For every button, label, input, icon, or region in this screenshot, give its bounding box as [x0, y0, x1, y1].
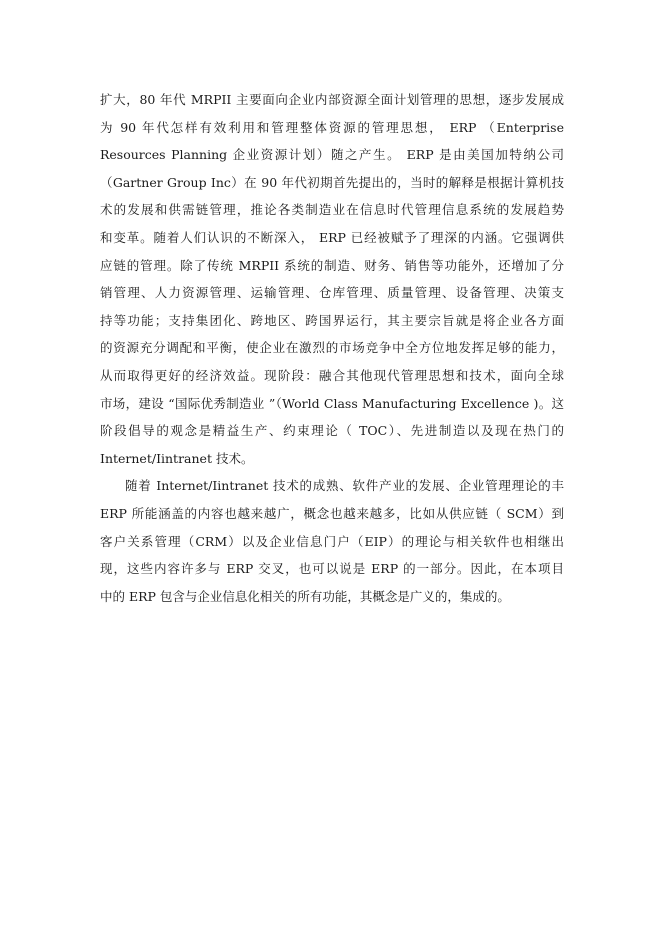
paragraph-line: 市场，建设 “国际优秀制造业 ”（World Class Manufacturing Excellence )。这: [100, 395, 564, 411]
paragraph-line: ERP 所能涵盖的内容也越来越广，概念也越来越多，比如从供应链（ SCM）到: [100, 505, 564, 521]
paragraph-line: （Gartner Group Inc）在 90 年代初期首先提出的，当时的解释是根据计算机技: [100, 174, 564, 190]
paragraph-1: [100, 86, 564, 472]
paragraph-line: 随着 Internet/Iintranet 技术的成熟、软件产业的发展、企业管理理论的丰: [125, 478, 564, 494]
paragraph-line: 现，这些内容许多与 ERP 交叉，也可以说是 ERP 的一部分。因此，在本项目: [100, 561, 564, 577]
document-body: [100, 86, 564, 610]
paragraph-line: Resources Planning 企业资源计划）随之产生。 ERP 是由美国加特纳公司: [100, 147, 564, 163]
paragraph-line: 和变革。随着人们认识的不断深入， ERP 已经被赋予了理深的内涵。它强调供: [100, 229, 564, 245]
paragraph-line: 客户关系管理（CRM）以及企业信息门户（EIP）的理论与相关软件也相继出: [100, 533, 564, 549]
paragraph-line: 持等功能；支持集团化、跨地区、跨国界运行，其主要宗旨就是将企业各方面: [100, 312, 564, 328]
paragraph-line-last: Internet/Iintranet 技术。: [100, 450, 254, 466]
paragraph-line: 应链的管理。除了传统 MRPII 系统的制造、财务、销售等功能外，还增加了分: [100, 257, 564, 273]
paragraph-line: 的资源充分调配和平衡，使企业在激烈的市场竞争中全方位地发挥足够的能力，: [100, 340, 564, 356]
paragraph-line: 销管理、人力资源管理、运输管理、仓库管理、质量管理、设备管理、决策支: [100, 285, 564, 301]
paragraph-line: 术的发展和供需链管理，推论各类制造业在信息时代管理信息系统的发展趋势: [100, 202, 564, 218]
paragraph-line: 从而取得更好的经济效益。现阶段：融合其他现代管理思想和技术，面向全球: [100, 367, 564, 383]
paragraph-line: 阶段倡导的观念是精益生产、约束理论（ TOC）、先进制造以及现在热门的: [100, 423, 564, 439]
paragraph-line-last: 中的 ERP 包含与企业信息化相关的所有功能，其概念是广义的，集成的。: [100, 588, 510, 604]
paragraph-line: 扩大，80 年代 MRPII 主要面向企业内部资源全面计划管理的思想，逐步发展成: [100, 92, 564, 107]
paragraph-line: 为 90 年代怎样有效利用和管理整体资源的管理思想， ERP （Enterprise: [100, 119, 564, 135]
paragraph-2: [100, 472, 564, 610]
